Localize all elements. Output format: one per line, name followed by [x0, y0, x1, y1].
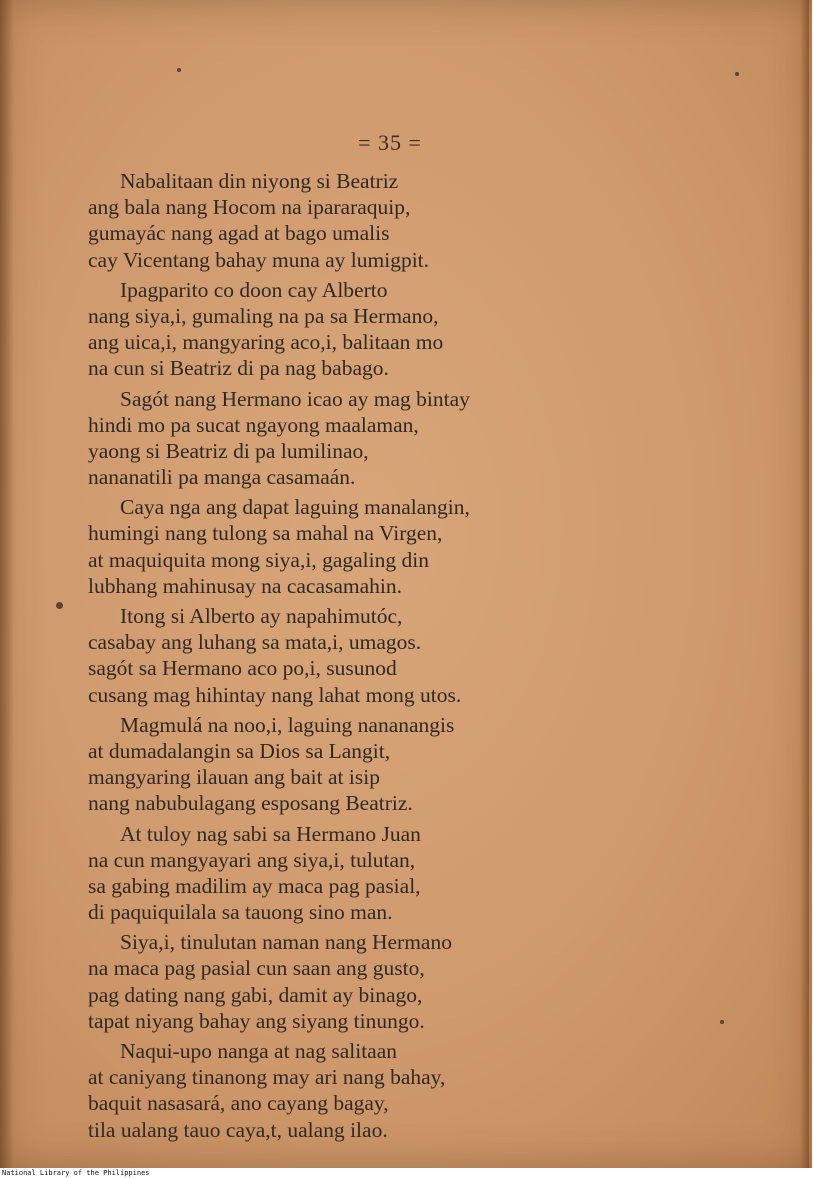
footer-credit: National Library of the Philippines	[2, 1169, 150, 1177]
verse-line: baquit nasasará, ano cayang bagay,	[88, 1091, 389, 1116]
verse-line: ang uica,i, mangyaring aco,i, balitaan mo	[88, 330, 444, 355]
verse-line: ang bala nang Hocom na ipararaquip,	[88, 195, 411, 220]
verse-line: nang siya,i, gumaling na pa sa Hermano,	[88, 303, 439, 328]
verse-line: Ipagparito co doon cay Alberto	[120, 277, 388, 302]
verse-line: humingi nang tulong sa mahal na Virgen,	[88, 521, 443, 546]
stanza	[88, 821, 648, 926]
verse-line: Caya nga ang dapat laguing manalangin,	[120, 495, 470, 520]
poem-body	[88, 168, 648, 1147]
verse-line: cay Vicentang bahay muna ay lumigpit.	[88, 247, 430, 272]
page-number: = 35 =	[358, 130, 422, 155]
verse-line: At tuloy nag sabi sa Hermano Juan	[120, 821, 421, 846]
verse-line: gumayác nang agad at bago umalis	[88, 221, 390, 246]
verse-line: Sagót nang Hermano icao ay mag bintay	[120, 386, 470, 411]
verse-line: na cun mangyayari ang siya,i, tulutan,	[88, 847, 416, 872]
page-edge-left	[0, 0, 14, 1168]
verse-line: at maquiquita mong siya,i, gagaling din	[88, 547, 429, 572]
verse-line: na maca pag pasial cun saan ang gusto,	[88, 956, 425, 981]
verse-line: Magmulá na noo,i, laguing nananangis	[120, 712, 455, 737]
ink-speck	[177, 68, 181, 72]
stanza	[88, 277, 648, 382]
ink-speck	[735, 72, 739, 76]
verse-line: nang nabubulagang esposang Beatriz.	[88, 791, 413, 816]
verse-line: Itong si Alberto ay napahimutóc,	[120, 604, 403, 628]
verse-line: sagót sa Hermano aco po,i, susunod	[88, 656, 397, 681]
verse-line: Nabalitaan din niyong si Beatriz	[120, 169, 399, 193]
page-edge-right	[800, 0, 809, 1168]
verse-line: lubhang mahinusay na cacasamahin.	[88, 573, 403, 598]
stanza	[88, 603, 648, 708]
stanza	[88, 494, 648, 599]
verse-line: tapat niyang bahay ang siyang tinungo.	[88, 1008, 425, 1033]
verse-line: yaong si Beatriz di pa lumilinao,	[88, 438, 369, 463]
ink-speck	[720, 1020, 724, 1024]
stanza	[88, 168, 648, 273]
verse-line: Siya,i, tinulutan naman nang Hermano	[120, 930, 452, 955]
verse-line: casabay ang luhang sa mata,i, umagos.	[88, 630, 422, 655]
stanza	[88, 386, 648, 491]
verse-line: cusang mag hihintay nang lahat mong utos.	[88, 682, 462, 707]
verse-line: sa gabing madilim ay maca pag pasial,	[88, 873, 421, 898]
verse-line: Naqui-upo nanga at nag salitaan	[120, 1039, 398, 1063]
verse-line: nananatili pa manga casamaán.	[88, 465, 356, 490]
verse-line: na cun si Beatriz di pa nag babago.	[88, 356, 389, 381]
verse-line: at caniyang tinanong may ari nang bahay,	[88, 1065, 446, 1090]
verse-line: tila ualang tauo caya,t, ualang ilao.	[88, 1117, 388, 1142]
ink-speck	[56, 602, 63, 609]
stanza	[88, 1038, 648, 1143]
stanza	[88, 712, 648, 817]
verse-line: hindi mo pa sucat ngayong maalaman,	[88, 412, 419, 437]
verse-line: pag dating nang gabi, damit ay binago,	[88, 982, 423, 1007]
footer-bar	[0, 1170, 815, 1178]
verse-line: di paquiquilala sa tauong sino man.	[88, 900, 393, 925]
verse-line: at dumadalangin sa Dios sa Langit,	[88, 738, 391, 763]
verse-line: mangyaring ilauan ang bait at isip	[88, 765, 380, 790]
stanza	[88, 929, 648, 1034]
